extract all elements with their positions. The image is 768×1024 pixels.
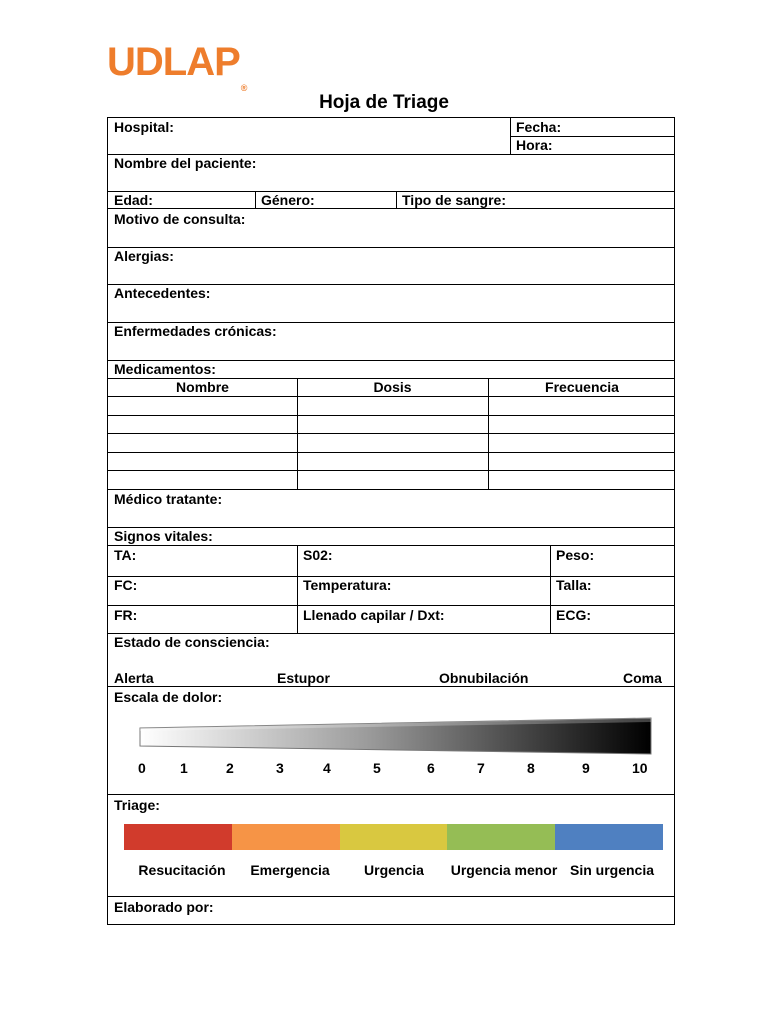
column-header-frecuencia: Frecuencia	[545, 379, 619, 395]
page-title: Hoja de Triage	[319, 92, 449, 113]
triage-color-bar	[124, 824, 663, 850]
pain-tick: 7	[477, 760, 485, 776]
llenado-capilar-label: Llenado capilar / Dxt:	[303, 607, 445, 623]
triage-form	[107, 117, 675, 925]
divider	[108, 191, 674, 192]
pain-tick: 1	[180, 760, 188, 776]
medico-tratante-label: Médico tratante:	[114, 491, 223, 507]
registered-mark: ®	[240, 83, 248, 93]
udlap-logo: UDLAP®	[107, 40, 248, 93]
motivo-consulta-label: Motivo de consulta:	[114, 211, 246, 227]
so2-label: S02:	[303, 547, 333, 563]
pain-tick: 4	[323, 760, 331, 776]
triage-color-emergencia	[232, 824, 340, 850]
fc-label: FC:	[114, 577, 138, 593]
edad-label: Edad:	[114, 192, 153, 208]
divider	[108, 396, 674, 397]
triage-color-urgencia	[340, 824, 448, 850]
divider	[108, 489, 674, 490]
enfermedades-cronicas-label: Enfermedades crónicas:	[114, 323, 277, 339]
pain-tick: 2	[226, 760, 234, 776]
triage-level-urgencia-menor: Urgencia menor	[450, 862, 558, 878]
triage-color-resucitacion	[124, 824, 232, 850]
divider	[108, 686, 674, 687]
column-header-nombre: Nombre	[176, 379, 229, 395]
pain-tick: 3	[276, 760, 284, 776]
divider	[108, 247, 674, 248]
triage-level-sin-urgencia: Sin urgencia	[569, 862, 655, 878]
triage-level-urgencia: Urgencia	[364, 862, 424, 878]
genero-label: Género:	[261, 192, 315, 208]
divider	[396, 191, 397, 208]
divider	[108, 415, 674, 416]
temperatura-label: Temperatura:	[303, 577, 392, 593]
consciousness-coma: Coma	[623, 670, 662, 686]
antecedentes-label: Antecedentes:	[114, 285, 211, 301]
fr-label: FR:	[114, 607, 138, 623]
divider	[108, 452, 674, 453]
consciousness-obnubilacion: Obnubilación	[439, 670, 529, 686]
ta-label: TA:	[114, 547, 137, 563]
triage-label: Triage:	[114, 797, 160, 813]
triage-level-resucitacion: Resucitación	[138, 862, 226, 878]
pain-gradient-wedge	[137, 716, 653, 758]
divider	[108, 794, 674, 795]
consciousness-alerta: Alerta	[114, 670, 154, 686]
divider	[108, 605, 674, 606]
tipo-sangre-label: Tipo de sangre:	[402, 192, 506, 208]
divider	[108, 545, 674, 546]
divider	[108, 470, 674, 471]
peso-label: Peso:	[556, 547, 595, 563]
divider	[297, 545, 298, 633]
pain-tick: 8	[527, 760, 535, 776]
pain-tick: 6	[427, 760, 435, 776]
pain-tick: 0	[138, 760, 146, 776]
triage-color-urgencia-menor	[447, 824, 555, 850]
divider	[510, 118, 511, 154]
talla-label: Talla:	[556, 577, 592, 593]
divider	[255, 191, 256, 208]
elaborado-por-label: Elaborado por:	[114, 899, 214, 915]
triage-level-emergencia: Emergencia	[250, 862, 330, 878]
hora-label: Hora:	[516, 137, 553, 153]
pain-tick: 5	[373, 760, 381, 776]
pain-tick: 9	[582, 760, 590, 776]
signos-vitales-label: Signos vitales:	[114, 528, 213, 544]
consciousness-estupor: Estupor	[277, 670, 330, 686]
divider	[108, 896, 674, 897]
divider	[108, 208, 674, 209]
escala-dolor-label: Escala de dolor:	[114, 689, 223, 705]
divider	[550, 545, 551, 633]
triage-color-sin-urgencia	[555, 824, 663, 850]
medicamentos-label: Medicamentos:	[114, 361, 216, 377]
ecg-label: ECG:	[556, 607, 591, 623]
divider	[108, 433, 674, 434]
nombre-paciente-label: Nombre del paciente:	[114, 155, 257, 171]
estado-consciencia-label: Estado de consciencia:	[114, 634, 270, 650]
pain-tick: 10	[632, 760, 648, 776]
fecha-label: Fecha:	[516, 119, 562, 135]
hospital-label: Hospital:	[114, 119, 174, 135]
alergias-label: Alergias:	[114, 248, 174, 264]
column-header-dosis: Dosis	[373, 379, 412, 395]
